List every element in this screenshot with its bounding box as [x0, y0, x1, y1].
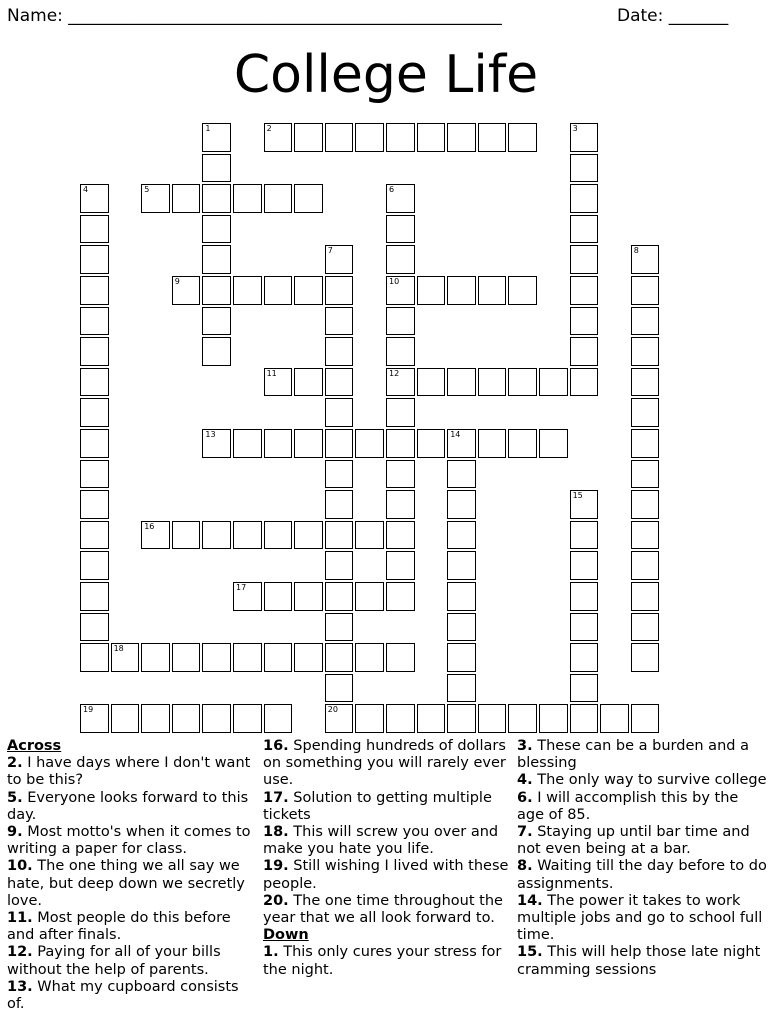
clue-number: 11: [266, 368, 277, 378]
grid-cell[interactable]: [447, 276, 476, 305]
grid-cell[interactable]: [264, 276, 293, 305]
clue-number: 2: [266, 124, 272, 133]
grid-cell[interactable]: [447, 429, 476, 458]
grid-cell[interactable]: [80, 245, 109, 274]
grid-cell[interactable]: [417, 704, 446, 733]
grid-cell[interactable]: [294, 276, 323, 305]
grid-cell[interactable]: [447, 582, 476, 611]
clue-number: 4: [83, 185, 89, 195]
grid-cell[interactable]: [570, 521, 599, 550]
clue-number: 9: [174, 277, 180, 286]
grid-cell[interactable]: [417, 276, 446, 305]
grid-cell[interactable]: [417, 429, 446, 458]
grid-cell[interactable]: [570, 674, 599, 703]
grid-cell[interactable]: [570, 307, 599, 336]
clue-across-12: 12. Paying for all of your bills without the help of parents.: [7, 944, 221, 978]
grid-cell[interactable]: [478, 276, 507, 305]
grid-cell[interactable]: [325, 276, 354, 305]
grid-cell[interactable]: [264, 643, 293, 672]
grid-cell[interactable]: [631, 245, 660, 274]
clue-number: 20: [327, 705, 338, 715]
clue-number: 3: [572, 124, 578, 133]
grid-cell[interactable]: [172, 704, 201, 733]
grid-cell[interactable]: [294, 429, 323, 458]
clue-number: 12: [389, 368, 400, 378]
clue-number: 13: [205, 430, 216, 439]
clue-down-3: 3. These can be a burden and a blessing: [517, 738, 749, 772]
grid-cell[interactable]: [80, 582, 109, 611]
grid-cell[interactable]: [386, 398, 415, 427]
clue-number: 15: [572, 491, 583, 501]
clue-number: 6: [389, 185, 395, 195]
grid-cell[interactable]: [202, 123, 231, 152]
grid-cell[interactable]: [355, 429, 384, 458]
grid-cell[interactable]: [355, 643, 384, 672]
grid-cell[interactable]: [202, 245, 231, 274]
grid-cell[interactable]: [508, 429, 537, 458]
grid-cell[interactable]: [141, 704, 170, 733]
grid-cell[interactable]: [631, 643, 660, 672]
grid-cell[interactable]: [478, 704, 507, 733]
grid-cell[interactable]: [570, 490, 599, 519]
grid-cell[interactable]: [631, 368, 660, 397]
grid-cell[interactable]: [386, 368, 415, 397]
grid-cell[interactable]: [386, 245, 415, 274]
clue-number: 17: [236, 583, 247, 592]
grid-cell[interactable]: [202, 704, 231, 733]
clues-column-3: [517, 738, 767, 979]
grid-cell[interactable]: [386, 123, 415, 152]
grid-cell[interactable]: [570, 245, 599, 274]
grid-cell[interactable]: [264, 582, 293, 611]
grid-cell[interactable]: [172, 643, 201, 672]
grid-cell[interactable]: [600, 704, 629, 733]
grid-cell[interactable]: [539, 704, 568, 733]
grid-cell[interactable]: [325, 551, 354, 580]
clue-number: 5: [144, 185, 150, 195]
clue-across-19: 19. Still wishing I lived with these people.: [263, 858, 509, 892]
clue-down-4: 4. The only way to survive college: [517, 772, 767, 789]
grid-cell[interactable]: [80, 643, 109, 672]
clue-number: 8: [633, 246, 639, 256]
grid-cell[interactable]: [447, 490, 476, 519]
grid-cell[interactable]: [202, 429, 231, 458]
clue-across-2: 2. I have days where I don't want to be this?: [7, 755, 251, 789]
grid-cell[interactable]: [570, 613, 599, 642]
clue-down-1: 1. This only cures your stress for the night.: [263, 944, 502, 978]
grid-cell[interactable]: [447, 460, 476, 489]
grid-cell[interactable]: [631, 490, 660, 519]
grid-cell[interactable]: [294, 123, 323, 152]
clue-number: 10: [389, 277, 400, 286]
clues-column-1: [7, 738, 255, 1013]
grid-cell[interactable]: [508, 123, 537, 152]
grid-cell[interactable]: [570, 704, 599, 733]
grid-cell[interactable]: [386, 521, 415, 550]
clue-across-13: 13. What my cupboard consists of.: [7, 978, 239, 1013]
grid-cell[interactable]: [325, 674, 354, 703]
grid-cell[interactable]: [570, 551, 599, 580]
grid-cell[interactable]: [447, 521, 476, 550]
grid-cell[interactable]: [80, 276, 109, 305]
grid-cell[interactable]: [631, 551, 660, 580]
grid-cell[interactable]: [294, 582, 323, 611]
clues-column-2: [263, 738, 513, 979]
grid-cell[interactable]: [80, 490, 109, 519]
grid-cell[interactable]: [539, 429, 568, 458]
grid-cell[interactable]: [325, 613, 354, 642]
grid-cell[interactable]: [631, 307, 660, 336]
grid-cell[interactable]: [508, 276, 537, 305]
grid-cell[interactable]: [233, 704, 262, 733]
grid-cell[interactable]: [631, 337, 660, 366]
grid-cell[interactable]: [233, 643, 262, 672]
grid-cell[interactable]: [325, 398, 354, 427]
across-heading: Across: [7, 738, 62, 754]
grid-cell[interactable]: [202, 643, 231, 672]
grid-cell[interactable]: [202, 307, 231, 336]
grid-cell[interactable]: [172, 276, 201, 305]
clue-across-11: 11. Most people do this before and after finals.: [7, 910, 231, 944]
grid-cell[interactable]: [325, 123, 354, 152]
clue-number: 16: [144, 521, 155, 531]
grid-cell[interactable]: [447, 643, 476, 672]
grid-cell[interactable]: [478, 368, 507, 397]
grid-cell[interactable]: [570, 154, 599, 183]
grid-cell[interactable]: [631, 521, 660, 550]
grid-cell[interactable]: [386, 184, 415, 213]
grid-cell[interactable]: [294, 643, 323, 672]
clue-across-17: 17. Solution to getting multiple tickets: [263, 789, 492, 823]
clue-across-20: 20. The one time throughout the year that we all look forward to.: [263, 892, 503, 927]
grid-cell[interactable]: [478, 123, 507, 152]
grid-cell[interactable]: [202, 154, 231, 183]
grid-cell[interactable]: [202, 215, 231, 244]
grid-cell[interactable]: [386, 429, 415, 458]
clue-down-15: 15. This will help those late night cramming sessions: [517, 944, 761, 978]
grid-cell[interactable]: [508, 704, 537, 733]
clue-across-10: 10. The one thing we all say we hate, but deep down we secretly love.: [7, 858, 245, 909]
grid-cell[interactable]: [80, 368, 109, 397]
clue-number: 14: [450, 430, 461, 439]
grid-cell[interactable]: [570, 276, 599, 305]
clue-across-5: 5. Everyone looks forward to this day.: [7, 789, 249, 823]
grid-cell[interactable]: [325, 307, 354, 336]
grid-cell[interactable]: [80, 429, 109, 458]
grid-cell[interactable]: [386, 490, 415, 519]
grid-cell[interactable]: [539, 368, 568, 397]
grid-cell[interactable]: [80, 551, 109, 580]
grid-cell[interactable]: [570, 337, 599, 366]
grid-cell[interactable]: [264, 184, 293, 213]
grid-cell[interactable]: [447, 368, 476, 397]
grid-cell[interactable]: [294, 184, 323, 213]
grid-cell[interactable]: [631, 398, 660, 427]
grid-cell[interactable]: [386, 460, 415, 489]
grid-cell[interactable]: [447, 613, 476, 642]
grid-cell[interactable]: [111, 704, 140, 733]
grid-cell[interactable]: [233, 521, 262, 550]
grid-cell[interactable]: [233, 582, 262, 611]
grid-cell[interactable]: [570, 184, 599, 213]
clue-down-7: 7. Staying up until bar time and not even being at a bar.: [517, 824, 750, 858]
grid-cell[interactable]: [631, 582, 660, 611]
grid-cell[interactable]: [202, 184, 231, 213]
grid-cell[interactable]: [80, 460, 109, 489]
grid-cell[interactable]: [570, 368, 599, 397]
grid-cell[interactable]: [570, 643, 599, 672]
grid-cell[interactable]: [80, 704, 109, 733]
grid-cell[interactable]: [631, 704, 660, 733]
grid-cell[interactable]: [325, 337, 354, 366]
grid-cell[interactable]: [80, 398, 109, 427]
grid-cell[interactable]: [202, 276, 231, 305]
grid-cell[interactable]: [386, 551, 415, 580]
clue-across-9: 9. Most motto's when it comes to writing a paper for class.: [7, 824, 251, 858]
grid-cell[interactable]: [325, 704, 354, 733]
grid-cell[interactable]: [447, 123, 476, 152]
grid-cell[interactable]: [386, 704, 415, 733]
clue-across-16: 16. Spending hundreds of dollars on something you will rarely ever use.: [263, 738, 506, 789]
clue-across-18: 18. This will screw you over and make you hate you life.: [263, 824, 499, 858]
grid-cell[interactable]: [447, 551, 476, 580]
grid-cell[interactable]: [355, 521, 384, 550]
down-heading: Down: [263, 927, 309, 944]
clue-number: 7: [327, 246, 333, 256]
grid-cell[interactable]: [386, 307, 415, 336]
grid-cell[interactable]: [386, 643, 415, 672]
grid-cell[interactable]: [355, 704, 384, 733]
grid-cell[interactable]: [447, 704, 476, 733]
grid-cell[interactable]: [264, 368, 293, 397]
grid-cell[interactable]: [80, 521, 109, 550]
grid-cell[interactable]: [417, 123, 446, 152]
clue-number: 18: [113, 644, 124, 654]
clue-number: 19: [83, 705, 94, 715]
grid-cell[interactable]: [172, 184, 201, 213]
grid-cell[interactable]: [478, 429, 507, 458]
grid-cell[interactable]: [80, 215, 109, 244]
grid-cell[interactable]: [386, 276, 415, 305]
grid-cell[interactable]: [233, 184, 262, 213]
grid-cell[interactable]: [355, 582, 384, 611]
clue-number: 1: [205, 124, 211, 133]
grid-cell[interactable]: [233, 429, 262, 458]
grid-cell[interactable]: [264, 521, 293, 550]
grid-cell[interactable]: [325, 582, 354, 611]
grid-cell[interactable]: [80, 337, 109, 366]
grid-cell[interactable]: [202, 337, 231, 366]
grid-cell[interactable]: [631, 429, 660, 458]
grid-cell[interactable]: [111, 643, 140, 672]
grid-cell[interactable]: [141, 521, 170, 550]
grid-cell[interactable]: [508, 368, 537, 397]
grid-cell[interactable]: [141, 643, 170, 672]
grid-cell[interactable]: [202, 521, 231, 550]
grid-cell[interactable]: [264, 123, 293, 152]
grid-cell[interactable]: [386, 215, 415, 244]
grid-cell[interactable]: [325, 460, 354, 489]
grid-cell[interactable]: [325, 643, 354, 672]
puzzle-title: College Life: [233, 45, 539, 105]
grid-cell[interactable]: [325, 521, 354, 550]
grid-cell[interactable]: [631, 276, 660, 305]
grid-cell[interactable]: [447, 674, 476, 703]
grid-cell[interactable]: [386, 582, 415, 611]
grid-cell[interactable]: [570, 582, 599, 611]
grid-cell[interactable]: [325, 429, 354, 458]
clue-down-14: 14. The power it takes to work multiple jobs and go to school full time.: [517, 892, 763, 944]
grid-cell[interactable]: [80, 613, 109, 642]
grid-cell[interactable]: [570, 123, 599, 152]
grid-cell[interactable]: [264, 704, 293, 733]
grid-cell[interactable]: [325, 490, 354, 519]
grid-cell[interactable]: [233, 276, 262, 305]
grid-cell[interactable]: [80, 184, 109, 213]
grid-cell[interactable]: [172, 521, 201, 550]
date-field[interactable]: Date: _______: [617, 6, 729, 26]
grid-cell[interactable]: [264, 429, 293, 458]
name-field[interactable]: Name: ___________________________________________________: [7, 6, 502, 26]
grid-cell[interactable]: [325, 245, 354, 274]
grid-cell[interactable]: [631, 613, 660, 642]
grid-cell[interactable]: [80, 307, 109, 336]
grid-cell[interactable]: [386, 337, 415, 366]
grid-cell[interactable]: [294, 368, 323, 397]
grid-cell[interactable]: [417, 368, 446, 397]
grid-cell[interactable]: [141, 184, 170, 213]
grid-cell[interactable]: [355, 123, 384, 152]
grid-cell[interactable]: [570, 215, 599, 244]
grid-cell[interactable]: [294, 521, 323, 550]
grid-cell[interactable]: [325, 368, 354, 397]
clue-down-8: 8. Waiting till the day before to do assignments.: [517, 858, 767, 892]
clue-down-6: 6. I will accomplish this by the age of 85.: [517, 789, 739, 823]
grid-cell[interactable]: [631, 460, 660, 489]
